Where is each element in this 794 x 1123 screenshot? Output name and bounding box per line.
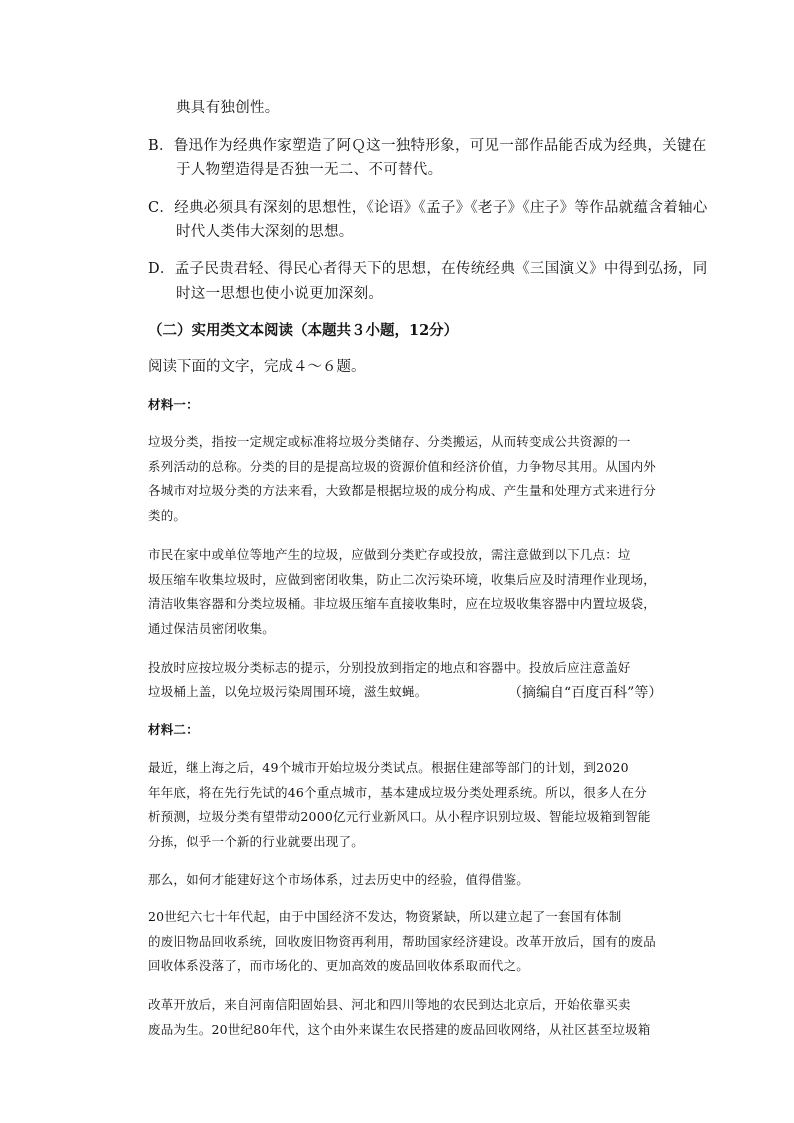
material2-p3-line3: 回收体系没落了，而市场化的、更加高效的废品回收体系取而代之。 xyxy=(148,958,530,973)
option-a-continuation: 典具有独创性。 xyxy=(176,100,280,116)
section-heading: （二）实用类文本阅读（本题共３小题，12分） xyxy=(148,322,459,339)
option-b-line2: 于人物塑造得是否独一无二、不可替代。 xyxy=(176,162,443,178)
material1-p2-line2: 圾压缩车收集垃圾时，应做到密闭收集，防止二次污染环境，收集后应及时清理作业现场， xyxy=(148,572,657,587)
material1-p1-line3: 各城市对垃圾分类的方法来看，大致都是根据垃圾的成分构成、产生量和处理方式来进行分 xyxy=(148,483,657,498)
material2-p3-line2: 的废旧物品回收系统，回收废旧物资再利用，帮助国家经济建设。改革开放后，国有的废品 xyxy=(148,934,657,949)
material2-p1-line2: 年年底，将在先行先试的46个重点城市，基本建成垃圾分类处理系统。所以，很多人在分 xyxy=(148,785,647,800)
material2-p4-line1: 改革开放后，来自河南信阳固始县、河北和四川等地的农民到达北京后，开始依靠买卖 xyxy=(148,997,631,1012)
material1-p2-line4: 通过保洁员密闭收集。 xyxy=(148,621,276,636)
option-c-line1: C．经典必须具有深刻的思想性，《论语》《孟子》《老子》《庄子》等作品就蕴含着轴心 xyxy=(148,200,708,216)
material1-p3-line1: 投放时应按垃圾分类标志的提示，分别投放到指定的地点和容器中。投放后应注意盖好 xyxy=(148,660,631,675)
material2-p1-line3: 析预测，垃圾分类有望带动2000亿元行业新风口。从小程序识别垃圾、智能垃圾箱到智能 xyxy=(148,809,651,824)
option-c-line2: 时代人类伟大深刻的思想。 xyxy=(176,224,354,240)
material1-p1-line1: 垃圾分类，指按一定规定或标准将垃圾分类储存、分类搬运，从而转变成公共资源的一 xyxy=(148,434,631,449)
material2-p4-line2: 废品为生。20世纪80年代，这个由外来谋生农民搭建的废品回收网络，从社区甚至垃圾箱 xyxy=(148,1022,651,1037)
material1-p2-line1: 市民在家中或单位等地产生的垃圾，应做到分类贮存或投放，需注意做到以下几点：垃 xyxy=(148,547,631,562)
material2-p1-line1: 最近，继上海之后，49个城市开始垃圾分类试点。根据住建部等部门的计划，到2020 xyxy=(148,760,629,775)
material2-p2-line1: 那么，如何才能建好这个市场体系，过去历史中的经验，值得借鉴。 xyxy=(148,872,530,887)
material1-label: 材料一： xyxy=(148,397,199,412)
section-instruction: 阅读下面的文字，完成４～６题。 xyxy=(148,359,366,375)
material2-label: 材料二： xyxy=(148,722,199,737)
material1-p2-line3: 清洁收集容器和分类垃圾桶。非垃圾压缩车直接收集时，应在垃圾收集容器中内置垃圾袋， xyxy=(148,596,657,611)
material2-p3-line1: 20世纪六七十年代起，由于中国经济不发达，物资紧缺，所以建立起了一套国有体制 xyxy=(148,909,622,924)
material1-p3-line2: 垃圾桶上盖，以免垃圾污染周围环境，滋生蚊蝇。 xyxy=(148,684,428,699)
material1-source: （摘编自“百度百科”等） xyxy=(508,685,663,701)
material1-p1-line4: 类的。 xyxy=(148,508,187,523)
option-b-line1: B．鲁迅作为经典作家塑造了阿Ｑ这一独特形象，可见一部作品能否成为经典，关键在 xyxy=(148,138,707,154)
material2-p1-line4: 分拣，似乎一个新的行业就要出现了。 xyxy=(148,834,364,849)
option-d-line1: D．孟子民贵君轻、得民心者得天下的思想，在传统经典《三国演义》中得到弘扬，同 xyxy=(148,261,708,277)
material1-p1-line2: 系列活动的总称。分类的目的是提高垃圾的资源价值和经济价值，力争物尽其用。从国内外 xyxy=(148,459,657,474)
option-d-line2: 时这一思想也使小说更加深刻。 xyxy=(176,286,384,302)
